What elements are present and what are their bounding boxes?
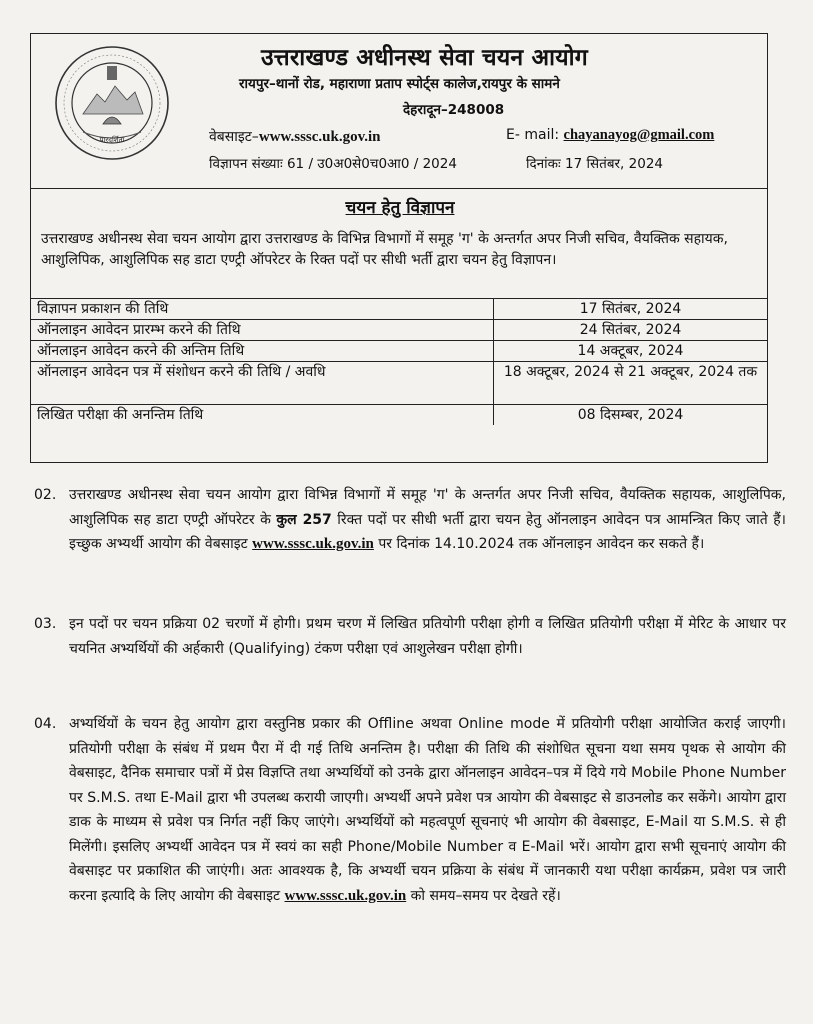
text-segment: पर दिनांक 14.10.2024 तक ऑनलाइन आवेदन कर सकते हैं। — [373, 536, 705, 552]
emblem-label: पारदर्शिता — [99, 136, 125, 144]
table-row — [31, 320, 767, 341]
paragraph-number: 03. — [34, 616, 57, 632]
date-value: 17 सितंबर, 2024 — [494, 299, 768, 320]
section-heading-text: चयन हेतु विज्ञापन — [345, 198, 455, 218]
paragraph-text — [69, 712, 786, 908]
website-label: वेबसाइट– — [209, 129, 259, 145]
website-link[interactable]: www.sssc.uk.gov.in — [252, 536, 374, 552]
paragraph-text: इन पदों पर चयन प्रक्रिया 02 चरणों में होगी। प्रथम चरण में लिखित प्रतियोगी परीक्षा होगी व लिखित प्रतियोगी परीक्षा में मेरिट के आधार पर चयनित अभ्यर्थियों की अर्हकारी (Qualifying) टंकण परीक्षा एवं आशुलेखन परीक्षा होगी। — [69, 616, 786, 657]
important-dates-table — [31, 298, 767, 425]
date-label: लिखित परीक्षा की अनन्तिम तिथि — [31, 405, 494, 426]
date-value: 18 अक्टूबर, 2024 से 21 अक्टूबर, 2024 तक — [494, 362, 768, 405]
table-row — [31, 405, 767, 426]
notice-number: विज्ञापन संख्याः 61 / उ0अ0से0च0आ0 / 2024 — [209, 156, 457, 172]
email-link[interactable]: chayanayog@gmail.com — [563, 127, 715, 143]
advertisement-summary-box — [30, 189, 768, 463]
organization-name: उत्तराखण्ड अधीनस्थ सेवा चयन आयोग — [261, 45, 588, 71]
date-label: ऑनलाइन आवेदन करने की अन्तिम तिथि — [31, 341, 494, 362]
date-value: 24 सितंबर, 2024 — [494, 320, 768, 341]
date-value: 14 अक्टूबर, 2024 — [494, 341, 768, 362]
date-label: ऑनलाइन आवेदन प्रारम्भ करने की तिथि — [31, 320, 494, 341]
text-segment: उत्तराखण्ड अधीनस्थ सेवा चयन आयोग द्वारा विभिन्न विभागों में समूह 'ग' के अन्तर्गत अपर निजी सचिव, वैयक्तिक सहायक, आशुलिपिक, आशुलिपिक सह डाटा एण्ट्री ऑपरेटर के — [69, 487, 786, 528]
website-link[interactable]: www.sssc.uk.gov.in — [258, 129, 381, 145]
paragraph-number: 02. — [34, 487, 57, 503]
paragraph-text — [69, 483, 786, 557]
email-label: E- mail: — [506, 127, 560, 143]
text-segment: को समय–समय पर देखते रहें। — [406, 887, 561, 904]
date-label: ऑनलाइन आवेदन पत्र में संशोधन करने की तिथि / अवधि — [31, 362, 494, 405]
address-line-2: देहरादून–248008 — [403, 102, 505, 118]
paragraph-02 — [34, 483, 786, 557]
table-row — [31, 299, 767, 320]
text-segment: अभ्यर्थियों के चयन हेतु आयोग द्वारा वस्तुनिष्ठ प्रकार की Offline अथवा Online mode में प्रतियोगी परीक्षा आयोजित कराई जाएगी। प्रतियोगी परीक्षा के संबंध में प्रथम पैरा में दी गई तिथि अनन्तिम है। परीक्षा की तिथि की संशोधित सूचना यथा समय पृथक से आयोग की वेबसाइट, दैनिक समाचार पत्रों में प्रेस विज्ञप्ति तथा अभ्यर्थियों को उनके द्वारा ऑनलाइन आवेदन–पत्र में दिये गये Mobile Phone Number पर S.M.S. तथा E-Mail द्वारा भी उपलब्ध करायी जाएगी। अभ्यर्थी अपने प्रवेश पत्र आयोग की वेबसाइट से डाउनलोड कर सकेंगे। आयोग द्वारा डाक के माध्यम से प्रवेश पत्र निर्गत नहीं किए जाएंगे। अभ्यर्थियों को महत्वपूर्ण सूचनाएं भी आयोग की वेबसाइट, E-Mail या S.M.S. से ही मिलेंगी। इसलिए अभ्यर्थी आवेदन पत्र में स्वयं का सही Phone/Mobile Number व E-Mail भरें। आयोग द्वारा सभी सूचनाएं आयोग की वेबसाइट पर प्रकाशित की जाएंगी। अतः आवश्यक है, कि अभ्यर्थी चयन प्रक्रिया के संबंध में जानकारी यथा परीक्षा कार्यक्रम, प्रवेश पत्र जारी करना इत्यादि के लिए आयोग की वेबसाइट — [69, 716, 786, 904]
commission-emblem-icon — [53, 44, 171, 162]
text-segment: रिक्त पदों पर सीधी भर्ती द्वारा चयन हेतु ऑनलाइन आवेदन पत्र आमन्त्रित किए जाते हैं। इच्छुक अभ्यर्थी आयोग की वेबसाइट — [69, 511, 786, 552]
website-line — [209, 127, 381, 146]
letterhead — [30, 33, 768, 189]
date-value: 08 दिसम्बर, 2024 — [494, 405, 768, 426]
paragraph-number: 04. — [34, 716, 57, 732]
table-row — [31, 362, 767, 405]
paragraph-03 — [34, 612, 786, 661]
notice-date: दिनांकः 17 सितंबर, 2024 — [526, 156, 663, 172]
website-link[interactable]: www.sssc.uk.gov.in — [284, 887, 407, 904]
vacancy-count: कुल 257 — [276, 511, 332, 528]
paragraph-04 — [34, 712, 786, 908]
date-label: विज्ञापन प्रकाशन की तिथि — [31, 299, 494, 320]
address-line-1: रायपुर–थानों रोड, महाराणा प्रताप स्पोर्ट्स कालेज,रायपुर के सामने — [239, 76, 560, 92]
email-line — [506, 127, 714, 144]
table-row — [31, 341, 767, 362]
intro-text: उत्तराखण्ड अधीनस्थ सेवा चयन आयोग द्वारा उत्तराखण्ड के विभिन्न विभागों में समूह 'ग' के अन्तर्गत अपर निजी सचिव, वैयक्तिक सहायक, आशुलिपिक, आशुलिपिक सह डाटा एण्ट्री ऑपरेटर के रिक्त पदों पर सीधी भर्ती द्वारा चयन हेतु विज्ञापन। — [41, 231, 728, 268]
section-heading — [31, 195, 769, 218]
